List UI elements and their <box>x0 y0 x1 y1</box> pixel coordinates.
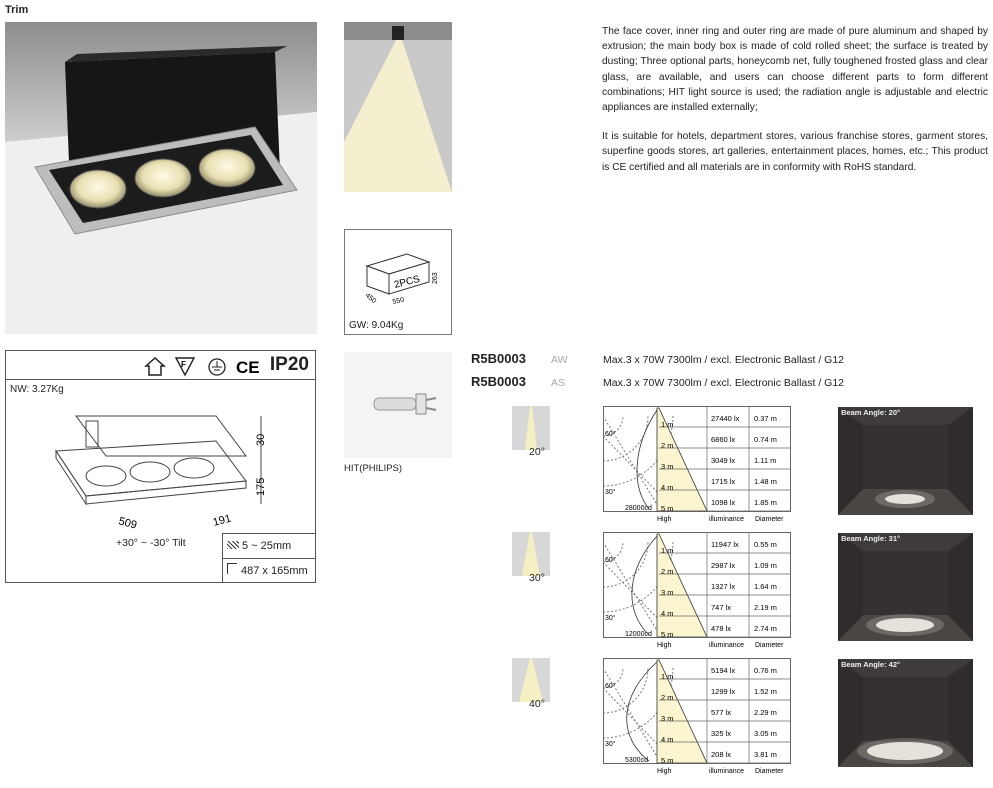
installation-box <box>222 533 316 582</box>
spec-box <box>5 350 316 583</box>
package-pcs: 2PCS <box>393 273 422 291</box>
col-high-label: High <box>657 516 672 523</box>
ip-rating: IP20 <box>269 354 309 375</box>
lux-value: 27440 lx <box>711 414 740 423</box>
col-lux-label: illuminance <box>709 642 745 649</box>
lux-value: 577 lx <box>711 708 732 717</box>
ceiling-thickness: 5 ~ 25mm <box>223 534 316 558</box>
beam-angle-caption: Beam Angle: 42° <box>841 660 900 669</box>
height-label: 2 m <box>661 441 674 450</box>
beam-angle-thumb <box>512 406 550 450</box>
photometric-diagram <box>603 406 791 524</box>
dim-width: 191 <box>211 512 233 529</box>
intensity-label: 12000cd <box>625 631 652 638</box>
beam-angle-thumb <box>512 658 550 702</box>
tilt-range: +30° ~ -30° Tilt <box>116 537 186 549</box>
model-variant-aw: AW <box>551 354 568 366</box>
house-icon <box>146 358 164 375</box>
svg-text:F: F <box>181 360 186 369</box>
cutout-icon <box>227 563 237 574</box>
diameter-value: 0.55 m <box>754 540 777 549</box>
height-label: 1 m <box>661 672 674 681</box>
angle-upper-label: 60° <box>605 431 616 438</box>
beam-room-render <box>838 533 973 641</box>
package-box-icon <box>345 230 451 310</box>
lamp-label: HIT(PHILIPS) <box>344 463 403 474</box>
diameter-value: 1.11 m <box>754 456 777 465</box>
cutout-size: 487 x 165mm <box>223 558 316 582</box>
beam-angle-label: 30° <box>529 572 545 584</box>
ce-mark: CE <box>236 358 260 377</box>
lux-value: 208 lx <box>711 750 732 759</box>
dimension-drawing <box>46 396 286 536</box>
package-length: 550 <box>391 296 405 306</box>
col-dia-label: Diameter <box>755 516 784 523</box>
lux-value: 1327 lx <box>711 582 736 591</box>
height-label: 5 m <box>661 504 674 513</box>
height-label: 5 m <box>661 756 674 765</box>
earth-ground-icon <box>209 359 225 375</box>
height-label: 4 m <box>661 609 674 618</box>
package-info <box>344 229 452 335</box>
angle-lower-label: 30° <box>605 741 616 748</box>
certification-icons <box>6 351 315 380</box>
photometric-diagram <box>603 658 791 776</box>
height-label: 2 m <box>661 567 674 576</box>
model-spec-aw: Max.3 x 70W 7300lm / excl. Electronic Ballast / G12 <box>603 354 845 366</box>
model-variant-as: AS <box>551 377 566 389</box>
col-lux-label: illuminance <box>709 768 745 775</box>
lamp-photo <box>344 352 452 458</box>
diameter-value: 1.09 m <box>754 561 777 570</box>
package-width: 450 <box>363 292 378 306</box>
diameter-value: 0.76 m <box>754 666 777 675</box>
model-code-aw: R5B0003 <box>471 351 526 366</box>
lux-value: 1098 lx <box>711 498 736 507</box>
height-label: 4 m <box>661 735 674 744</box>
package-height: 263 <box>432 272 439 284</box>
beam-angle-label: 20° <box>529 446 545 458</box>
height-label: 5 m <box>661 630 674 639</box>
col-dia-label: Diameter <box>755 768 784 775</box>
col-dia-label: Diameter <box>755 642 784 649</box>
section-title: Trim <box>5 4 29 16</box>
beam-angle-thumb <box>512 532 550 576</box>
height-label: 3 m <box>661 714 674 723</box>
lux-value: 325 lx <box>711 729 732 738</box>
lux-value: 747 lx <box>711 603 732 612</box>
diameter-value: 0.37 m <box>754 414 777 423</box>
gross-weight: GW: 9.04Kg <box>349 320 404 331</box>
angle-lower-label: 30° <box>605 489 616 496</box>
net-weight: NW: 3.27Kg <box>10 384 64 395</box>
height-label: 2 m <box>661 693 674 702</box>
height-label: 3 m <box>661 588 674 597</box>
dim-length: 509 <box>117 515 139 532</box>
diameter-value: 1.52 m <box>754 687 777 696</box>
lux-value: 5194 lx <box>711 666 736 675</box>
intensity-label: 28000cd <box>625 505 652 512</box>
lux-value: 3049 lx <box>711 456 736 465</box>
description-paragraph-2: It is suitable for hotels, department stores, various franchise stores, garment stores, superfine goods stores, art galleries, entertainment places, homes, etc.; This product is CE certified and all materials are in conformity with RoHS standard. <box>602 131 988 173</box>
col-high-label: High <box>657 642 672 649</box>
lux-value: 1715 lx <box>711 477 736 486</box>
lux-value: 11947 lx <box>711 540 739 549</box>
angle-upper-label: 60° <box>605 557 616 564</box>
model-spec-as: Max.3 x 70W 7300lm / excl. Electronic Ballast / G12 <box>603 377 845 389</box>
lux-value: 1299 lx <box>711 687 736 696</box>
diameter-value: 1.48 m <box>754 477 777 486</box>
diameter-value: 2.74 m <box>754 624 777 633</box>
beam-angle-label: 40° <box>529 698 545 710</box>
photometric-diagram <box>603 532 791 650</box>
f-mark-icon <box>176 358 194 375</box>
dim-height: 175 <box>255 477 267 496</box>
lux-value: 6860 lx <box>711 435 736 444</box>
col-lux-label: illuminance <box>709 516 745 523</box>
diameter-value: 0.74 m <box>754 435 777 444</box>
hatch-icon <box>227 541 239 549</box>
diameter-value: 2.29 m <box>754 708 777 717</box>
beam-illustration <box>344 22 452 192</box>
lux-value: 478 lx <box>711 624 732 633</box>
beam-angle-caption: Beam Angle: 20° <box>841 408 900 417</box>
diameter-value: 2.19 m <box>754 603 777 612</box>
model-code-as: R5B0003 <box>471 374 526 389</box>
angle-lower-label: 30° <box>605 615 616 622</box>
diameter-value: 3.05 m <box>754 729 777 738</box>
col-high-label: High <box>657 768 672 775</box>
dim-top: 30 <box>255 433 267 446</box>
beam-room-render <box>838 659 973 767</box>
diameter-value: 1.85 m <box>754 498 777 507</box>
product-description <box>602 24 988 189</box>
height-label: 1 m <box>661 546 674 555</box>
height-label: 4 m <box>661 483 674 492</box>
height-label: 1 m <box>661 420 674 429</box>
intensity-label: 5300cd <box>625 757 648 764</box>
beam-room-render <box>838 407 973 515</box>
diameter-value: 1.64 m <box>754 582 777 591</box>
angle-upper-label: 60° <box>605 683 616 690</box>
description-paragraph-1: The face cover, inner ring and outer ring are made of pure aluminum and shaped by extrusion; the main body box is made of cold rolled sheet; the surface is treated by dusting; Three optional parts, honeycomb net, fully toughened frosted glass and clear glass, are available, and users can choose different parts to form different combinations; HIT light source is used; the radiation angle is adjustable and electric appliances are installed externally; <box>602 26 988 114</box>
diameter-value: 3.81 m <box>754 750 777 759</box>
beam-angle-caption: Beam Angle: 31° <box>841 534 900 543</box>
lux-value: 2987 lx <box>711 561 736 570</box>
height-label: 3 m <box>661 462 674 471</box>
product-photo <box>5 22 317 334</box>
